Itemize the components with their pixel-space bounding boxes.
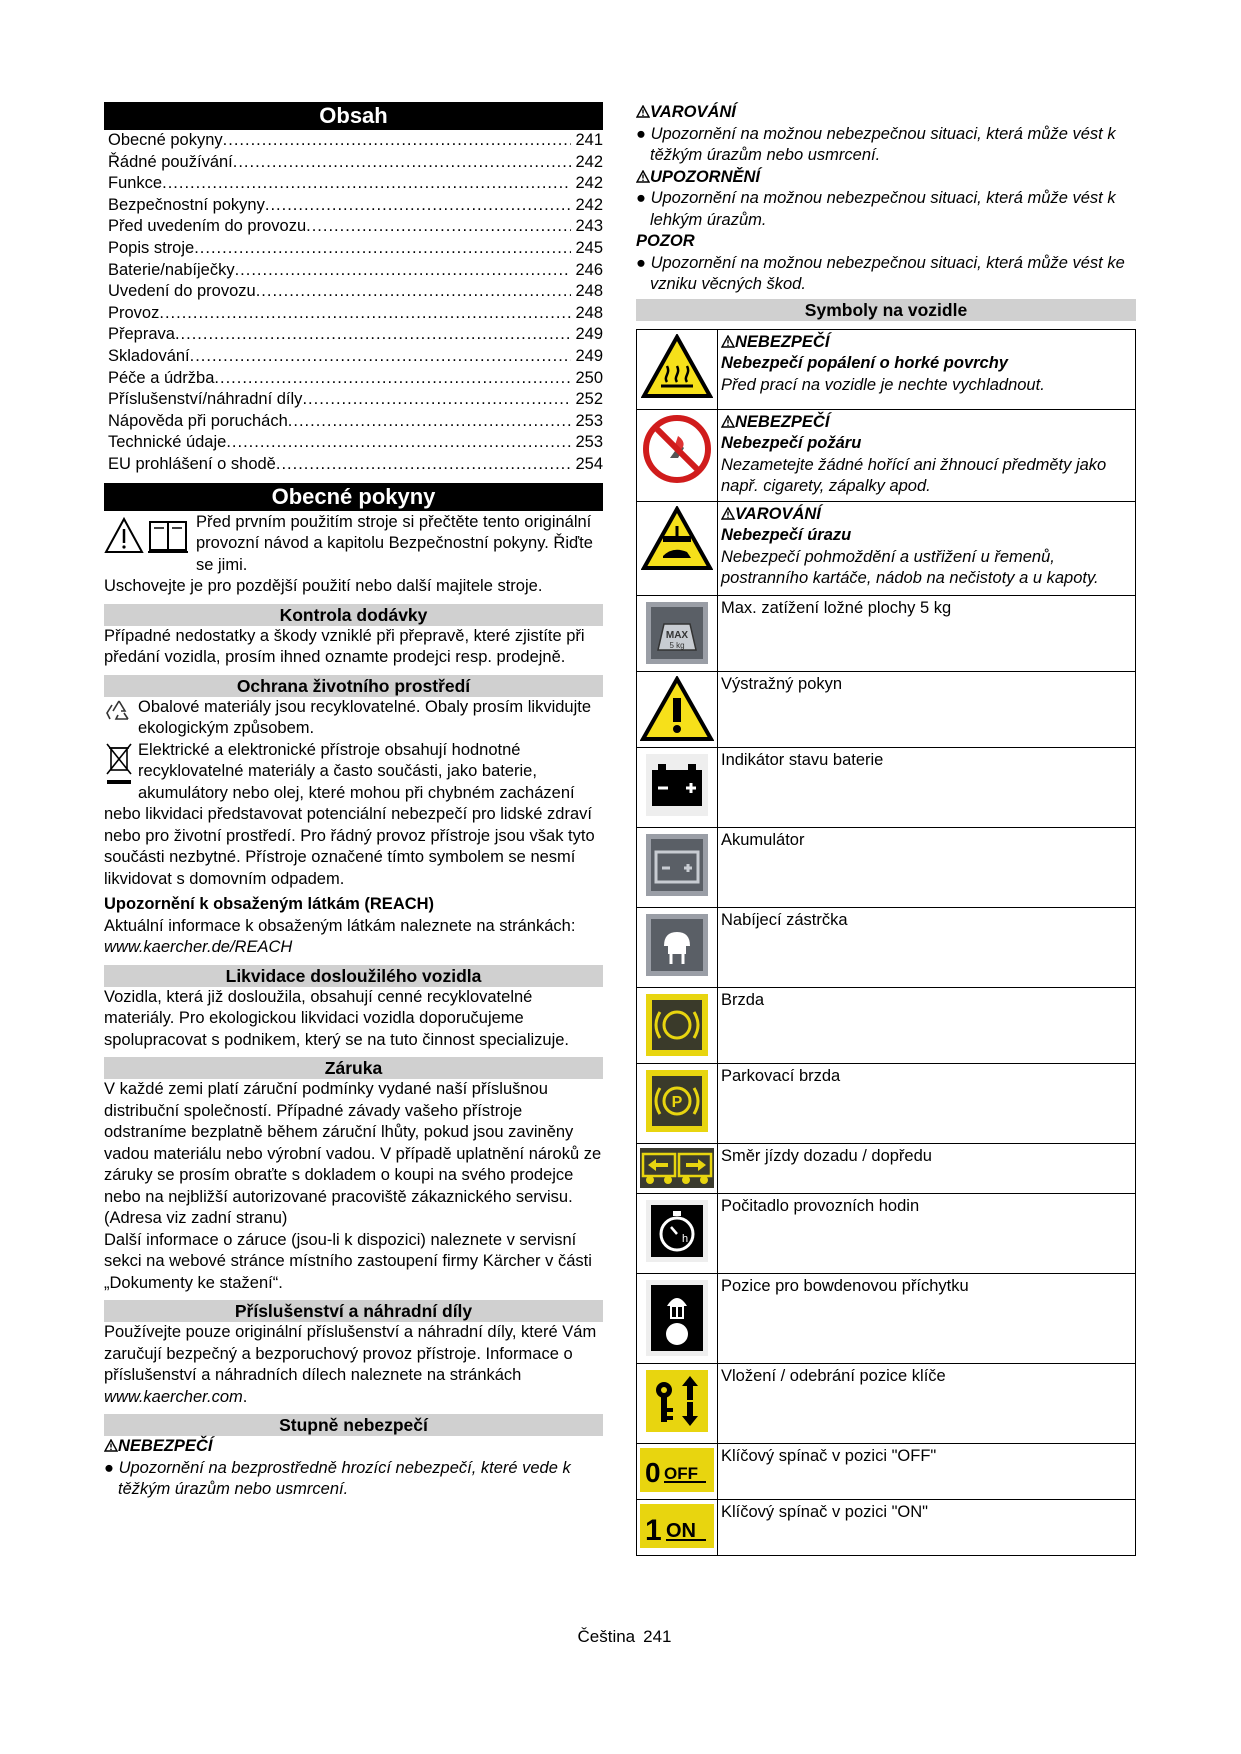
symbol-label-text: NEBEZPEČÍ: [735, 412, 830, 431]
symbol-text-cell: [718, 1063, 1136, 1143]
symbol-text-cell: [718, 1443, 1136, 1499]
toc-page: 250: [575, 368, 603, 387]
toc-row[interactable]: [108, 195, 603, 217]
warning-icon: [637, 676, 717, 742]
symbols-table: [636, 329, 1136, 1556]
symbol-row: [637, 1063, 1136, 1143]
symbol-icon-cell: [637, 1363, 718, 1443]
symbol-text: Max. zatížení ložné plochy 5 kg: [721, 598, 952, 617]
no-fire-icon: [637, 414, 717, 484]
toc-title: Provoz: [108, 303, 160, 322]
symbol-label: [721, 332, 1132, 354]
toc-heading: Obsah: [104, 102, 603, 130]
hazard-description: Upozornění na bezprostředně hrozící nebezpečí, které vede k těžkým úrazům nebo usmrcení.: [118, 1458, 571, 1498]
delivery-text: Případné nedostatky a škody vzniklé při přepravě, které zjistíte při předání vozidla, prosím ihned oznamte prodejci resp. prodejně.: [104, 626, 585, 666]
symbol-text: Výstražný pokyn: [721, 674, 843, 693]
symbol-text-cell: [718, 747, 1136, 827]
warranty-text: V každé zemi platí záruční podmínky vydané naší příslušnou distribuční společností. Případné závady vašeho přístroje odstraníme bezplatně během záruční lhůty, pokud jsou zaviněny vadou materiálu nebo výrobní vadou. V případě uplatnění nároků ze záruky se prosím obraťte s dokladem o koupi na svého prodejce nebo na nejbližší autorizované pracoviště zákaznického servisu.: [104, 1080, 602, 1206]
parking-brake-icon: [637, 1068, 717, 1134]
symbol-label-text: VAROVÁNÍ: [735, 504, 821, 523]
off-label: OFF: [664, 1463, 698, 1483]
toc-title: Nápověda při poruchách: [108, 411, 288, 430]
symbol-text-cell: [718, 987, 1136, 1063]
toc-leader: [159, 303, 571, 325]
toc-title: Baterie/nabíječky: [108, 260, 235, 279]
toc-page: 249: [575, 325, 603, 344]
toc-title: Popis stroje: [108, 238, 195, 257]
symbol-text: Pozice pro bowdenovou příchytku: [721, 1276, 969, 1295]
accessories-heading: Příslušenství a náhradní díly: [104, 1300, 603, 1322]
toc-row[interactable]: [108, 238, 603, 260]
max-label: MAX: [665, 629, 689, 641]
packaging-text: Obalové materiály jsou recyklovatelné. Obaly prosím likvidujte ekologickým způsobem.: [138, 697, 592, 737]
hazard-label: [636, 102, 1136, 124]
one-label: 1: [645, 1513, 662, 1547]
symbol-row: [637, 1499, 1136, 1555]
symbol-icon-cell: [637, 1193, 718, 1273]
read-manual-icons: [104, 512, 196, 577]
table-of-contents: [104, 130, 603, 476]
toc-row[interactable]: [108, 324, 603, 346]
symbol-text: Parkovací brzda: [721, 1066, 841, 1085]
general-keep-text: Uschovejte je pro pozdější použití nebo další majitele stroje.: [104, 577, 543, 595]
accessories-end: .: [242, 1387, 248, 1406]
toc-leader: [302, 389, 571, 411]
toc-title: EU prohlášení o shodě: [108, 454, 276, 473]
crossed-bin-icon: [104, 740, 138, 802]
hazard-level: [104, 1436, 603, 1501]
toc-leader: [190, 346, 572, 368]
symbol-text: Nebezpečí pohmoždění a ustřižení u řemenů, postranního kartáče, nádob na nečistoty a u kapoty.: [721, 547, 1099, 587]
key-icon: [637, 1368, 717, 1434]
hazard-description: Upozornění na možnou nebezpečnou situaci, která může vést k lehkým úrazům.: [650, 189, 1116, 229]
page-footer: [0, 1626, 1241, 1648]
symbol-title: Nebezpečí úrazu: [721, 526, 852, 544]
hazard-label-text: VAROVÁNÍ: [650, 103, 736, 121]
toc-title: Řádné používání: [108, 152, 233, 171]
kg-label: 5 kg: [669, 640, 685, 650]
symbol-text: Akumulátor: [721, 830, 805, 849]
hazard-label: [636, 231, 1136, 253]
toc-row[interactable]: [108, 281, 603, 303]
hazard-label-text: NEBEZPEČÍ: [118, 1437, 213, 1455]
symbol-label-text: NEBEZPEČÍ: [735, 332, 830, 351]
symbol-text-cell: [718, 409, 1136, 501]
hazard-text: ● Upozornění na možnou nebezpečnou situaci, která může vést k lehkým úrazům.: [636, 189, 1116, 229]
footer-language: Čeština: [577, 1627, 636, 1646]
symbol-text-cell: [718, 827, 1136, 907]
toc-title: Obecné pokyny: [108, 131, 223, 149]
warranty-more: Další informace o záruce (jsou-li k dispozici) naleznete v servisní sekci na webové stránce místního zastoupení firmy Kärcher v části „Dokumenty ke stažení“.: [104, 1230, 592, 1292]
svg-text:P: P: [671, 1093, 683, 1111]
symbol-text-cell: [718, 1363, 1136, 1443]
hot-surface-icon: [637, 334, 717, 400]
symbol-icon-cell: [637, 501, 718, 595]
toc-page: 246: [575, 260, 603, 279]
warning-triangle-icon: [636, 105, 650, 118]
symbol-text: Klíčový spínač v pozici "ON": [721, 1502, 929, 1521]
symbol-text: Brzda: [721, 990, 765, 1009]
toc-leader: [256, 281, 572, 303]
symbol-icon-cell: [637, 329, 718, 409]
svg-text:h: h: [682, 1232, 689, 1245]
symbol-row: [637, 671, 1136, 747]
hazard-label: [636, 167, 1136, 189]
symbol-row: [637, 409, 1136, 501]
toc-title: Skladování: [108, 346, 190, 365]
delivery-heading: Kontrola dodávky: [104, 604, 603, 626]
warning-triangle-icon: [721, 415, 735, 428]
toc-title: Technické údaje: [108, 433, 227, 452]
reach-title: Upozornění k obsaženým látkám (REACH): [104, 895, 435, 913]
toc-row[interactable]: [108, 432, 603, 454]
direction-icon: [637, 1148, 717, 1188]
symbol-title: Nebezpečí popálení o horké povrchy: [721, 354, 1008, 372]
toc-page: 253: [575, 411, 603, 430]
symbol-icon-cell: [637, 409, 718, 501]
warning-triangle-icon: [721, 335, 735, 348]
toc-page: 243: [575, 217, 603, 236]
toc-title: Bezpečnostní pokyny: [108, 195, 265, 214]
recycle-icon: [104, 697, 138, 740]
warning-triangle-icon: [104, 1439, 118, 1452]
symbol-text-cell: [718, 671, 1136, 747]
hazard-description: Upozornění na možnou nebezpečnou situaci, která může vést ke vzniku věcných škod.: [650, 253, 1125, 293]
general-intro-text: Před prvním použitím stroje si přečtěte tento originální provozní návod a kapitolu Bezpečnostní pokyny. Řiďte se jimi.: [196, 512, 593, 574]
symbol-text: Směr jízdy dozadu / dopředu: [721, 1146, 932, 1165]
hazard-levels-right: [636, 102, 1136, 296]
toc-row[interactable]: [108, 216, 603, 238]
brake-icon: [637, 992, 717, 1058]
symbol-icon-cell: [637, 907, 718, 987]
toc-page: 245: [575, 238, 603, 257]
right-column: [636, 102, 1136, 1556]
symbol-icon-cell: [637, 747, 718, 827]
toc-page: 241: [575, 131, 603, 149]
toc-title: Péče a údržba: [108, 368, 215, 387]
toc-leader: [306, 216, 571, 238]
toc-leader: [226, 432, 571, 454]
toc-leader: [265, 195, 572, 217]
symbol-text-cell: [718, 1143, 1136, 1193]
general-intro-block: [104, 512, 603, 577]
symbol-text-cell: [718, 329, 1136, 409]
symbol-icon-cell: [637, 827, 718, 907]
reach-text: Aktuální informace k obsaženým látkám naleznete na stránkách:: [104, 916, 576, 935]
symbol-row: [637, 1193, 1136, 1273]
toc-row[interactable]: [108, 368, 603, 390]
general-heading: Obecné pokyny: [104, 483, 603, 511]
hazard-text: ● Upozornění na možnou nebezpečnou situaci, která může vést ke vzniku věcných škod.: [636, 253, 1125, 293]
symbol-text: Vložení / odebrání pozice klíče: [721, 1366, 946, 1385]
on-label: ON: [666, 1519, 696, 1542]
toc-leader: [162, 173, 571, 195]
symbol-icon-cell: [637, 1443, 718, 1499]
toc-row[interactable]: [108, 152, 603, 174]
toc-page: 249: [575, 346, 603, 365]
symbol-text: Nezametejte žádné hořící ani žhnoucí předměty jako např. cigarety, zápalky apod.: [721, 455, 1107, 495]
toc-row[interactable]: [108, 411, 603, 433]
symbol-icon-cell: [637, 1063, 718, 1143]
reach-link[interactable]: www.kaercher.de/REACH: [104, 938, 293, 956]
symbol-text-cell: [718, 1273, 1136, 1363]
toc-page: 248: [575, 303, 603, 322]
symbol-icon-cell: [637, 1143, 718, 1193]
hazard-levels-left: [104, 1436, 603, 1501]
max-load-icon: [637, 600, 717, 666]
hazard-description: Upozornění na možnou nebezpečnou situaci, která může vést k těžkým úrazům nebo usmrcení.: [650, 124, 1116, 164]
symbol-row: [637, 1363, 1136, 1443]
symbol-text-cell: [718, 501, 1136, 595]
toc-leader: [175, 324, 572, 346]
toc-leader: [235, 260, 572, 282]
hazard-heading: Stupně nebezpečí: [104, 1414, 603, 1436]
warranty-address: (Adresa viz zadní stranu): [104, 1209, 288, 1227]
toc-page: 253: [575, 433, 603, 452]
packaging-block: [104, 697, 603, 740]
hazard-label-text: POZOR: [636, 232, 695, 250]
key-off-icon: [637, 1448, 717, 1492]
disposal-heading: Likvidace dosloužilého vozidla: [104, 965, 603, 987]
symbol-text: Klíčový spínač v pozici "OFF": [721, 1446, 937, 1465]
toc-title: Před uvedením do provozu: [108, 217, 307, 236]
toc-leader: [276, 454, 572, 476]
toc-leader: [214, 368, 571, 390]
toc-page: 252: [575, 390, 603, 409]
toc-row[interactable]: [108, 303, 603, 325]
toc-row[interactable]: [108, 389, 603, 411]
symbol-row: [637, 1143, 1136, 1193]
symbol-row: [637, 329, 1136, 409]
symbol-label: [721, 504, 1132, 526]
warning-triangle-icon: [636, 170, 650, 183]
toc-row[interactable]: [108, 173, 603, 195]
warranty-heading: Záruka: [104, 1057, 603, 1079]
toc-title: Uvedení do provozu: [108, 282, 256, 301]
toc-leader: [223, 130, 572, 152]
symbol-text-cell: [718, 595, 1136, 671]
symbol-icon-cell: [637, 595, 718, 671]
symbol-text: Indikátor stavu baterie: [721, 750, 884, 769]
zero-label: 0: [645, 1456, 661, 1488]
accessories-link[interactable]: www.kaercher.com: [104, 1387, 243, 1406]
toc-row[interactable]: [108, 130, 603, 152]
symbol-icon-cell: [637, 987, 718, 1063]
weee-block: [104, 740, 603, 891]
symbol-row: [637, 827, 1136, 907]
symbol-text: Nabíjecí zástrčka: [721, 910, 848, 929]
accessories-body: Používejte pouze originální příslušenství a náhradní díly, které Vám zaručují bezpečný a bezporuchový provoz přístroje. Informace o příslušenství a náhradních dílech naleznete na stránkách: [104, 1323, 597, 1384]
toc-title: Funkce: [108, 174, 163, 193]
toc-leader: [288, 411, 572, 433]
left-column: [104, 102, 603, 1501]
accessories-text: [104, 1322, 603, 1408]
environment-heading: Ochrana životního prostředí: [104, 675, 603, 697]
toc-title: Přeprava: [108, 325, 175, 344]
bowden-icon: [637, 1278, 717, 1358]
symbol-text-cell: [718, 1499, 1136, 1555]
symbol-icon-cell: [637, 671, 718, 747]
symbol-text-cell: [718, 907, 1136, 987]
hand-crush-icon: [637, 506, 717, 572]
toc-page: 242: [575, 174, 603, 193]
symbol-row: [637, 1273, 1136, 1363]
hazard-level: [636, 167, 1136, 232]
toc-title: Příslušenství/náhradní díly: [108, 390, 303, 409]
charging-plug-icon: [637, 912, 717, 978]
hazard-level: [636, 231, 1136, 296]
hazard-text: ● Upozornění na bezprostředně hrozící nebezpečí, které vede k těžkým úrazům nebo usmrcení.: [104, 1458, 571, 1498]
hazard-level: [636, 102, 1136, 167]
battery-icon: [637, 832, 717, 898]
symbol-text: Před prací na vozidle je nechte vychladnout.: [721, 375, 1045, 394]
symbol-text-cell: [718, 1193, 1136, 1273]
toc-row[interactable]: [108, 346, 603, 368]
toc-page: 248: [575, 282, 603, 301]
disposal-text: Vozidla, která již dosloužila, obsahují cenné recyklovatelné materiály. Pro ekologickou likvidaci vozidla doporučujeme spolupracovat s podnikem, který se na tuto činnost specializuje.: [104, 987, 569, 1049]
hour-meter-icon: [637, 1198, 717, 1264]
symbol-row: [637, 1443, 1136, 1499]
key-on-icon: [637, 1504, 717, 1548]
toc-leader: [233, 152, 572, 174]
toc-page: 242: [575, 195, 603, 214]
battery-status-icon: [637, 752, 717, 818]
toc-page: 254: [575, 454, 603, 473]
symbol-title: Nebezpečí požáru: [721, 434, 862, 452]
toc-row[interactable]: [108, 260, 603, 282]
hazard-label-text: UPOZORNĚNÍ: [650, 167, 761, 186]
symbol-row: [637, 987, 1136, 1063]
symbol-row: [637, 747, 1136, 827]
toc-row[interactable]: [108, 454, 603, 476]
toc-leader: [194, 238, 571, 260]
footer-page-number: 241: [643, 1627, 672, 1646]
weee-text: Elektrické a elektronické přístroje obsahují hodnotné recyklovatelné materiály a často součásti, jako baterie, akumulátory nebo olej, které mohou při chybném zacházení nebo likvidaci představovat potenciální nebezpečí pro lidské zdraví nebo pro životní prostředí. Pro řádný provoz přístroje jsou však tyto součásti nezbytné. Přístroje označené tímto symbolem se nesmí likvidovat s domovním odpadem.: [104, 740, 595, 888]
symbol-row: [637, 595, 1136, 671]
symbol-label: [721, 412, 1132, 434]
toc-page: 242: [575, 152, 603, 171]
hazard-text: ● Upozornění na možnou nebezpečnou situaci, která může vést k těžkým úrazům nebo usmrcení.: [636, 124, 1116, 164]
warning-triangle-icon: [721, 507, 735, 520]
symbol-text: Počitadlo provozních hodin: [721, 1196, 920, 1215]
symbol-icon-cell: [637, 1499, 718, 1555]
symbol-row: [637, 501, 1136, 595]
warning-book-icon: [104, 516, 190, 556]
symbol-row: [637, 907, 1136, 987]
symbol-icon-cell: [637, 1273, 718, 1363]
hazard-label: [104, 1436, 603, 1458]
symbols-heading: Symboly na vozidle: [636, 299, 1136, 321]
